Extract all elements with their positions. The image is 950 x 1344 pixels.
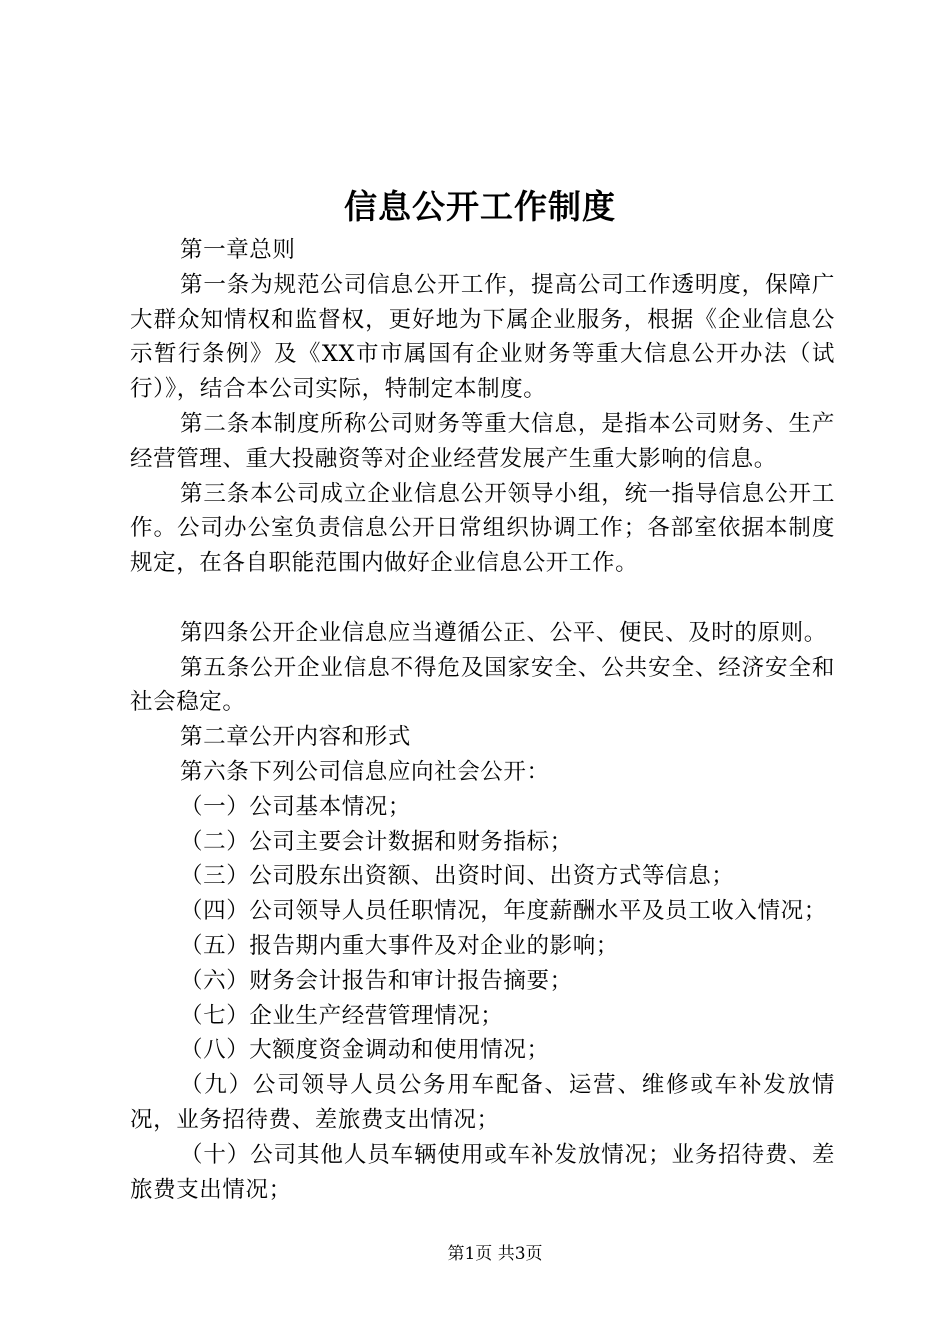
- list-item-7: （七）企业生产经营管理情况；: [180, 1002, 504, 1029]
- list-item-4: （四）公司领导人员任职情况，年度薪酬水平及员工收入情况；: [180, 898, 827, 925]
- list-item-1: （一）公司基本情况；: [180, 793, 412, 820]
- chapter-heading-1: 第一章总则: [180, 237, 296, 263]
- page-number-footer: 第1页 共3页: [447, 1244, 543, 1264]
- list-item-8: （八）大额度资金调动和使用情况；: [180, 1037, 550, 1064]
- list-item-3: （三）公司股东出资额、出资时间、出资方式等信息；: [180, 863, 735, 890]
- article-3: 第三条本公司成立企业信息公开领导小组，统一指导信息公开工作。公司办公室负责信息公开日常组织协调工作；各部室依据本制度规定，在各自职能范围内做好企业信息公开工作。: [130, 480, 835, 577]
- article-1: 第一条为规范公司信息公开工作，提高公司工作透明度，保障广大群众知情权和监督权，更好地为下属企业服务，根据《企业信息公示暂行条例》及《XX市市属国有企业财务等重大信息公开办法（试行）》，结合本公司实际，特制定本制度。: [130, 271, 835, 403]
- article-5: 第五条公开企业信息不得危及国家安全、公共安全、经济安全和社会稳定。: [130, 654, 835, 716]
- article-6: 第六条下列公司信息应向社会公开：: [180, 758, 550, 785]
- article-4: 第四条公开企业信息应当遵循公正、公平、便民、及时的原则。: [180, 619, 827, 646]
- list-item-6: （六）财务会计报告和审计报告摘要；: [180, 967, 573, 994]
- article-2: 第二条本制度所称公司财务等重大信息，是指本公司财务、生产经营管理、重大投融资等对企业经营发展产生重大影响的信息。: [130, 410, 835, 472]
- document-body: [130, 233, 835, 1207]
- list-item-9: （九）公司领导人员公务用车配备、运营、维修或车补发放情况，业务招待费、差旅费支出情况；: [130, 1072, 835, 1133]
- list-item-10: （十）公司其他人员车辆使用或车补发放情况；业务招待费、差旅费支出情况；: [130, 1141, 835, 1203]
- chapter-heading-2: 第二章公开内容和形式: [180, 724, 412, 751]
- document-title: 信息公开工作制度: [344, 187, 616, 226]
- list-item-5: （五）报告期内重大事件及对企业的影响；: [180, 932, 619, 959]
- list-item-2: （二）公司主要会计数据和财务指标；: [180, 828, 573, 855]
